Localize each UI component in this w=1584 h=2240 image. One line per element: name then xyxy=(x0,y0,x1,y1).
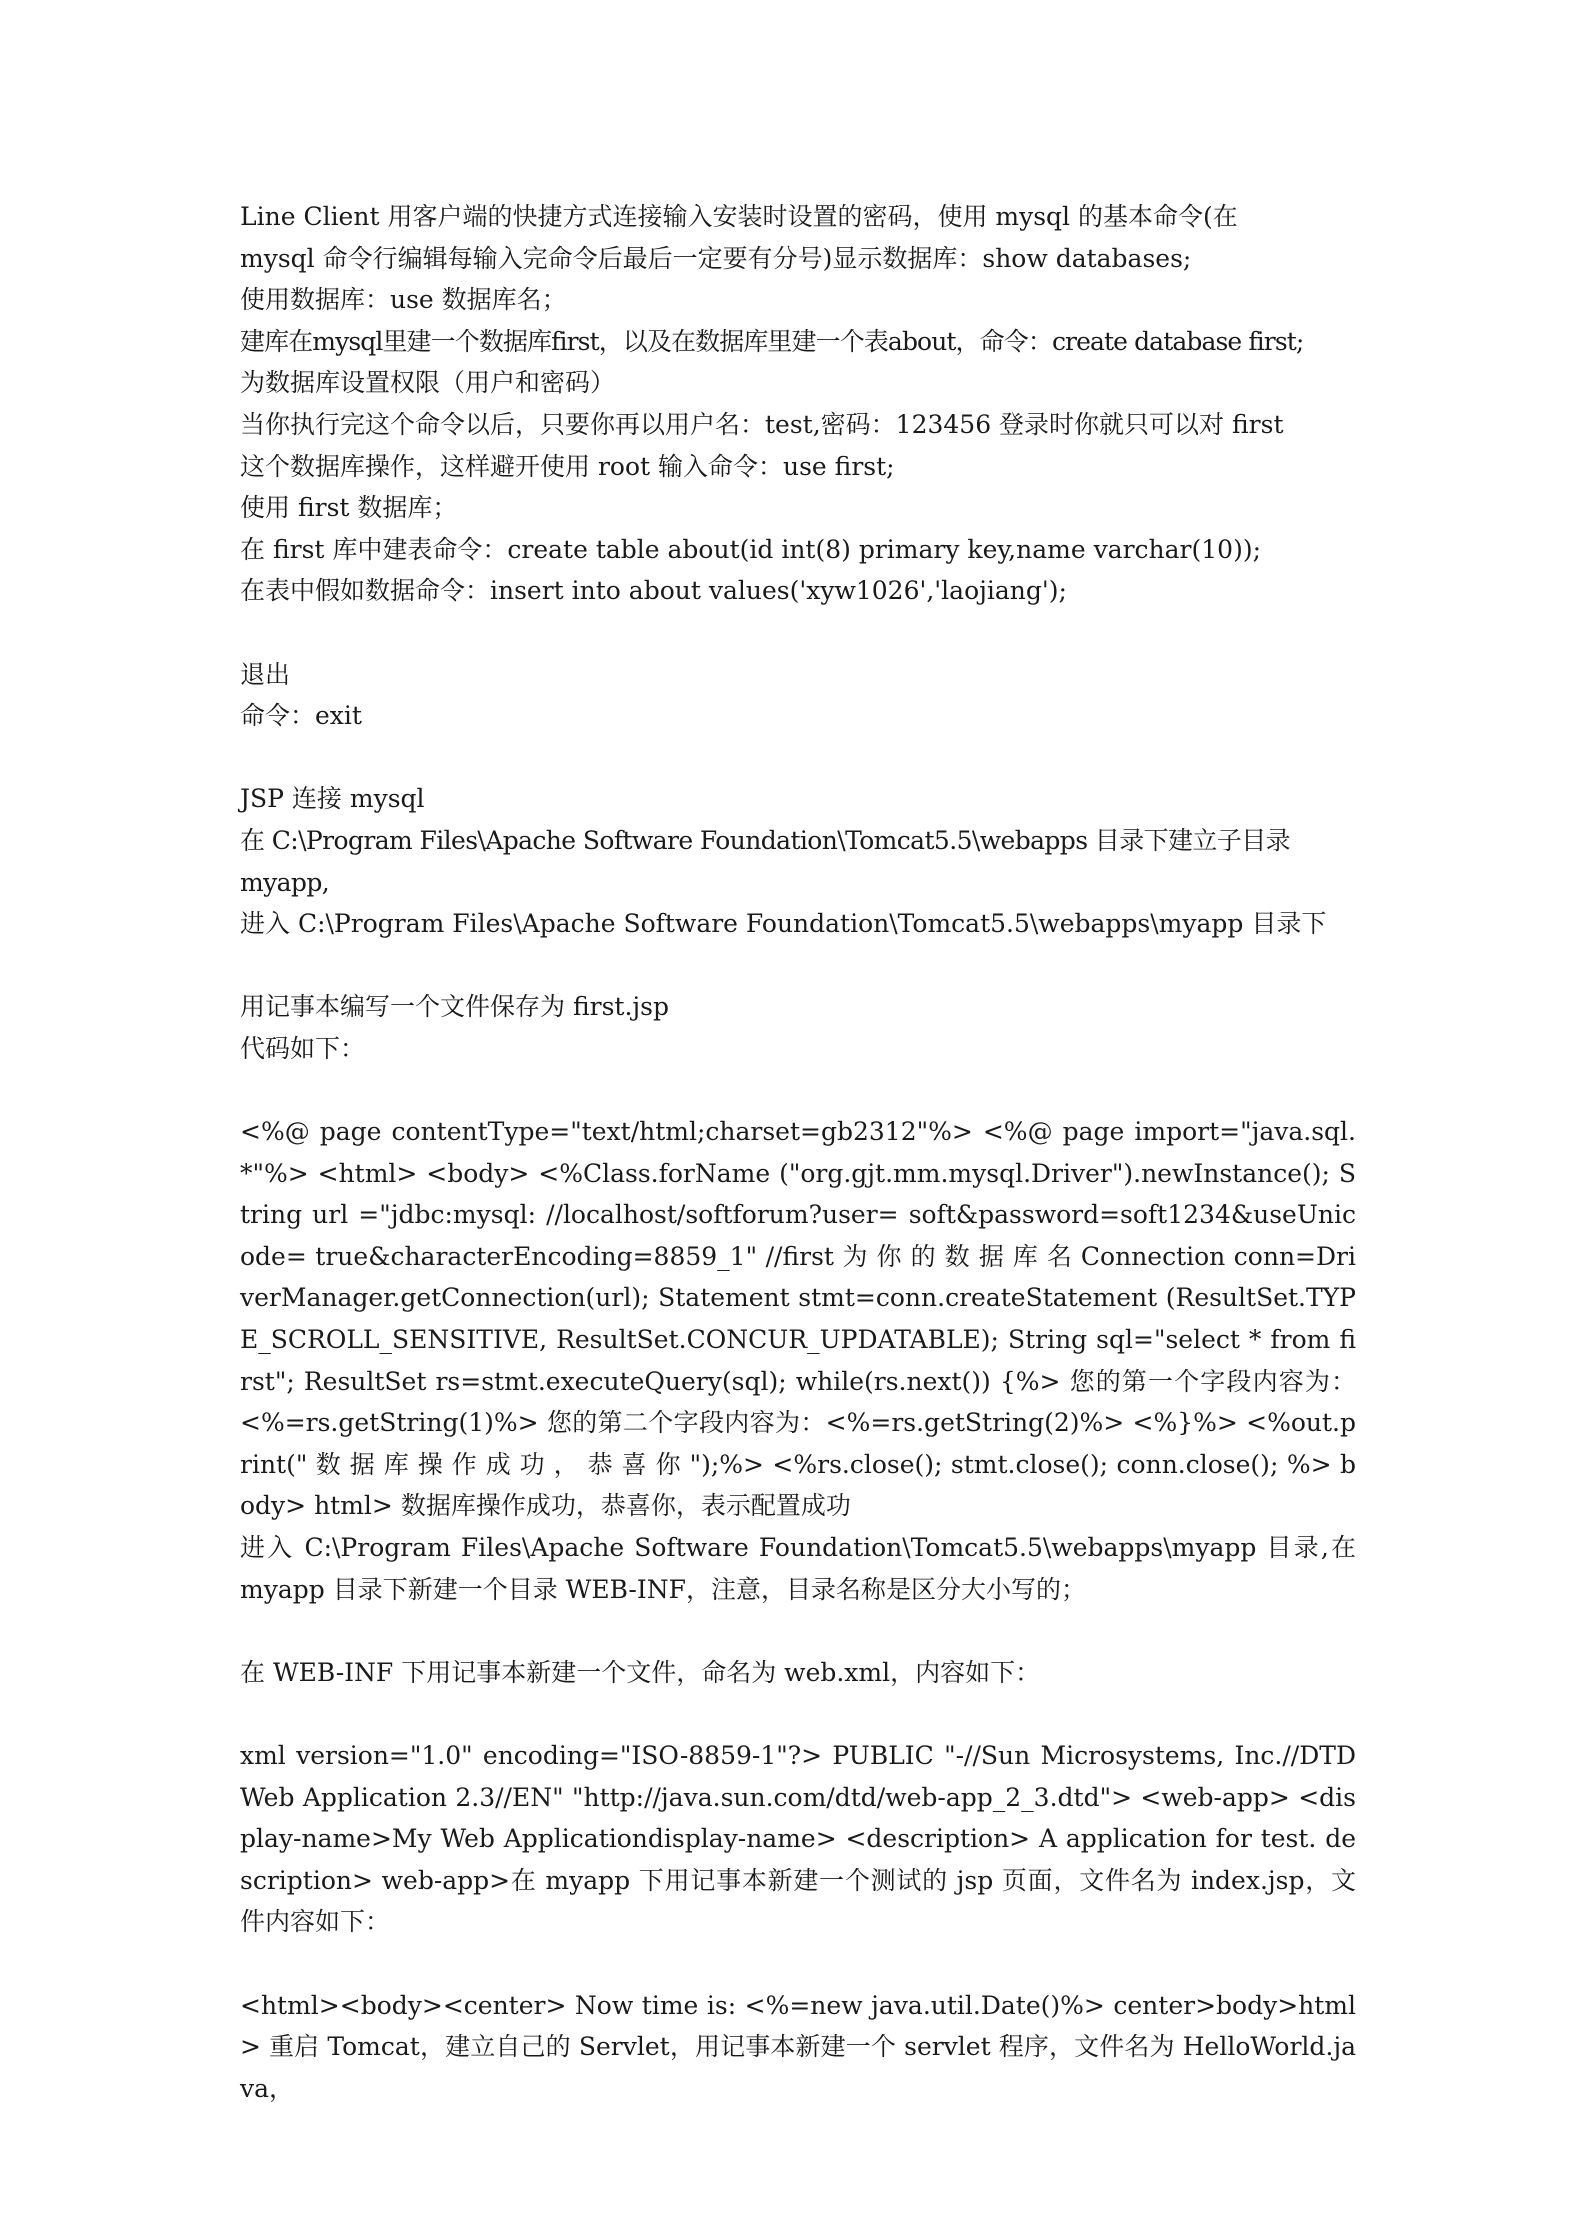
spacer xyxy=(240,1943,1356,1985)
text-line: 为数据库设置权限（用户和密码） xyxy=(240,368,616,398)
text-line: 代码如下： xyxy=(240,1033,366,1063)
code-paragraph: <html><body><center> Now time is: <%=new java.util.Date()%> center>body>html> 重启 Tomcat，建立自己的 Servlet，用记事本新建一个 servlet 程序，文件名为 HelloWorld.java， xyxy=(240,1990,1356,2103)
text-line: JSP 连接 mysql xyxy=(240,784,425,814)
text-paragraph: 在 WEB-INF 下用记事本新建一个文件，命名为 web.xml，内容如下： xyxy=(240,1657,1041,1687)
text-line: 使用数据库：use 数据库名； xyxy=(240,285,567,315)
spacer xyxy=(240,1610,1356,1652)
code-paragraph: <%@ page contentType="text/html;charset=gb2312"%> <%@ page import="java.sql.*"%> <html> <body> <%Class.forName ("org.gjt.mm.mysql.Driver").newInstance(); String url ="jdbc:mysql: //localhost/softforum?user= soft&password=soft1234&useUnicode= true&characterEncoding=8859_1" //first 为 你 的 数 据 库 名 Connection conn=DriverManager.getConnection(url); Statement stmt=conn.createStatement (ResultSet.TYPE_SCROLL_SENSITIVE, ResultSet.CONCUR_UPDATABLE); String sql="select * from first"; ResultSet rs=stmt.executeQuery(sql); while(rs.next()) {%> 您的第一个字段内容为：<%=rs.getString(1)%> 您的第二个字段内容为：<%=rs.getString(2)%> <%}%> <%out.print(" 数 据 库 操 作 成 功 ， 恭 喜 你 ");%> <%rs.close(); stmt.close(); conn.close(); %> body> html> 数据库操作成功，恭喜你，表示配置成功 xyxy=(240,1117,1356,1521)
spacer xyxy=(240,612,1356,654)
spacer xyxy=(240,1693,1356,1735)
spacer xyxy=(240,737,1356,779)
text-line: 进入 C:\Program Files\Apache Software Foundation\Tomcat5.5\webapps\myapp 目录下 xyxy=(240,909,1327,939)
jsp-connect-section xyxy=(240,778,1356,944)
text-line: 在 first 库中建表命令：create table about(id int(8) primary key,name varchar(10)); xyxy=(240,534,1261,564)
text-line: 当你执行完这个命令以后，只要你再以用户名：test,密码：123456 登录时你就只可以对 first xyxy=(240,409,1284,439)
text-line: Line Client 用客户端的快捷方式连接输入安装时设置的密码，使用 mysql 的基本命令(在 xyxy=(240,202,1238,231)
document-page xyxy=(240,196,1356,2109)
text-line: mysql 命令行编辑每输入完命令后最后一定要有分号)显示数据库：show databases; xyxy=(240,243,1192,273)
spacer xyxy=(240,945,1356,987)
first-jsp-section xyxy=(240,986,1356,1069)
index-jsp-section xyxy=(240,1985,1356,2110)
text-line: 在 C:\Program Files\Apache Software Foundation\Tomcat5.5\webapps 目录下建立子目录 myapp, xyxy=(240,825,1290,897)
text-line: 退出 xyxy=(240,659,291,689)
text-line: 这个数据库操作，这样避开使用 root 输入命令：use first; xyxy=(240,451,895,481)
text-line: 命令：exit xyxy=(240,701,362,731)
mysql-commands-section xyxy=(240,196,1356,612)
text-line: 在表中假如数据命令：insert into about values('xyw1026','laojiang'); xyxy=(240,576,1067,606)
spacer xyxy=(240,1069,1356,1111)
code-paragraph: xml version="1.0" encoding="ISO-8859-1"?> PUBLIC "-//Sun Microsystems, Inc.//DTD Web Application 2.3//EN" "http://java.sun.com/dtd/web-app_2_3.dtd"> <web-app> <display-name>My Web Applicationdisplay-name> <description> A application for test. description> web-app>在 myapp 下用记事本新建一个测试的 jsp 页面，文件名为 index.jsp，文件内容如下： xyxy=(240,1740,1356,1937)
text-line: 使用 first 数据库； xyxy=(240,493,458,523)
web-xml-section xyxy=(240,1735,1356,1943)
jsp-code-section xyxy=(240,1111,1356,1610)
text-line: 用记事本编写一个文件保存为 first.jsp xyxy=(240,992,669,1022)
text-paragraph: 进入 C:\Program Files\Apache Software Foundation\Tomcat5.5\webapps\myapp 目录,在 myapp 目录下新建一个目录 WEB-INF，注意，目录名称是区分大小写的； xyxy=(240,1533,1356,1604)
exit-section xyxy=(240,654,1356,737)
web-inf-section xyxy=(240,1652,1356,1694)
text-line: 建库在mysql里建一个数据库first，以及在数据库里建一个表about，命令：create database first; xyxy=(240,326,1304,356)
